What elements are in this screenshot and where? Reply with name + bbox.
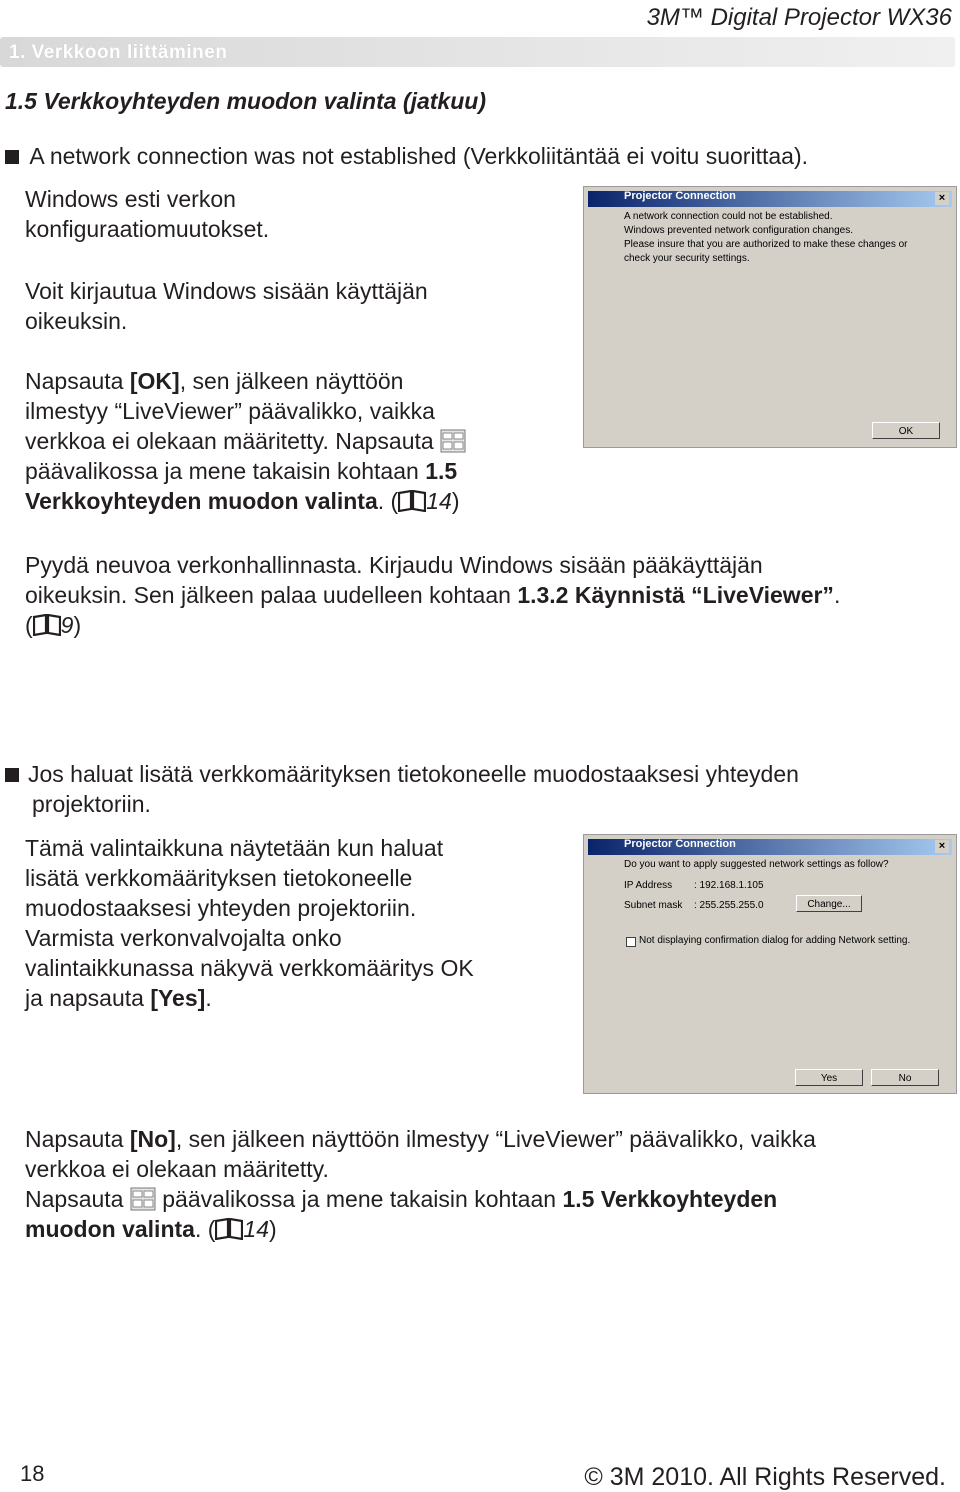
- copyright: © 3M 2010. All Rights Reserved.: [584, 1463, 946, 1491]
- book-icon: [33, 614, 61, 636]
- page-reference[interactable]: 9: [60, 612, 74, 638]
- ip-address-label: IP Address: [624, 880, 673, 891]
- block1-para4: Pyydä neuvoa verkonhallinnasta. Kirjaudu Windows sisään pääkäyttäjän oikeuksin. Sen jälkeen palaa uudelleen kohtaan 1.3.2 Käynnistä “LiveViewer”. ( 9): [25, 552, 841, 638]
- change-button[interactable]: Change...: [796, 895, 862, 912]
- menu-icon: [440, 429, 466, 453]
- ok-button[interactable]: OK: [872, 422, 940, 439]
- block2-para2: Napsauta [No], sen jälkeen näyttöön ilmestyy “LiveViewer” päävalikko, vaikka verkkoa ei olekaan määritetty. Napsauta päävalikossa ja mene takaisin kohtaan 1.5 Verkkoyhteyden muodon valinta. ( 14): [25, 1126, 816, 1242]
- block2-para1: Tämä valintaikkuna näytetään kun haluat lisätä verkkomäärityksen tietokoneelle muodostaaksesi yhteyden projektoriin. Varmista verkonvalvojalta onko valintaikkunassa näkyvä verkkomääritys OK ja napsauta [Yes].: [25, 835, 474, 1011]
- dialog-titlebar: Projector Connection ×: [588, 839, 952, 855]
- no-button[interactable]: No: [871, 1069, 939, 1086]
- dialog-question: Do you want to apply suggested network settings as follow?: [624, 859, 889, 870]
- block1-heading: A network connection was not established (Verkkoliitäntää ei voitu suorittaa).: [5, 141, 808, 171]
- block1-para2: Voit kirjautua Windows sisään käyttäjän oikeuksin.: [25, 278, 428, 334]
- yes-button[interactable]: Yes: [795, 1069, 863, 1086]
- menu-icon: [130, 1187, 156, 1211]
- projector-connection-error-dialog: [583, 186, 957, 448]
- section-title: 1.5 Verkkoyhteyden muodon valinta (jatkuu): [5, 88, 486, 114]
- page-reference[interactable]: 14: [426, 488, 452, 514]
- book-icon: [215, 1218, 243, 1240]
- page-reference[interactable]: 14: [243, 1216, 269, 1242]
- projector-connection-settings-dialog: [583, 834, 957, 1094]
- chapter-title: 1. Verkkoon liittäminen: [9, 42, 228, 63]
- dialog-message: A network connection could not be established. Windows prevented network configuration changes. Please insure that you are authorized to make these changes or check your security settings.: [624, 211, 908, 264]
- block2-heading: Jos haluat lisätä verkkomäärityksen tietokoneelle muodostaaksesi yhteyden projektoriin.: [5, 759, 799, 819]
- subnet-mask-value: : 255.255.255.0: [694, 900, 764, 911]
- ip-address-value: : 192.168.1.105: [694, 880, 764, 891]
- block1-para3: Napsauta [OK], sen jälkeen näyttöön ilmestyy “LiveViewer” päävalikko, vaikka verkkoa ei olekaan määritetty. Napsauta päävalikossa ja mene takaisin kohtaan 1.5 Verkkoyhteyden muodon valinta. ( 14): [25, 366, 466, 516]
- dialog-titlebar: Projector Connection ×: [588, 191, 952, 207]
- product-name: 3M™ Digital Projector WX36: [646, 4, 952, 31]
- square-bullet-icon: [5, 150, 19, 164]
- square-bullet-icon: [5, 768, 19, 782]
- block1-para1: Windows esti verkon konfiguraatiomuutokset.: [25, 186, 270, 242]
- dont-show-checkbox[interactable]: [626, 937, 636, 947]
- page-number: 18: [20, 1461, 45, 1486]
- book-icon: [398, 490, 426, 512]
- checkbox-label: Not displaying confirmation dialog for adding Network setting.: [639, 935, 911, 946]
- close-icon[interactable]: ×: [935, 840, 949, 853]
- close-icon[interactable]: ×: [935, 192, 949, 205]
- subnet-mask-label: Subnet mask: [624, 900, 683, 911]
